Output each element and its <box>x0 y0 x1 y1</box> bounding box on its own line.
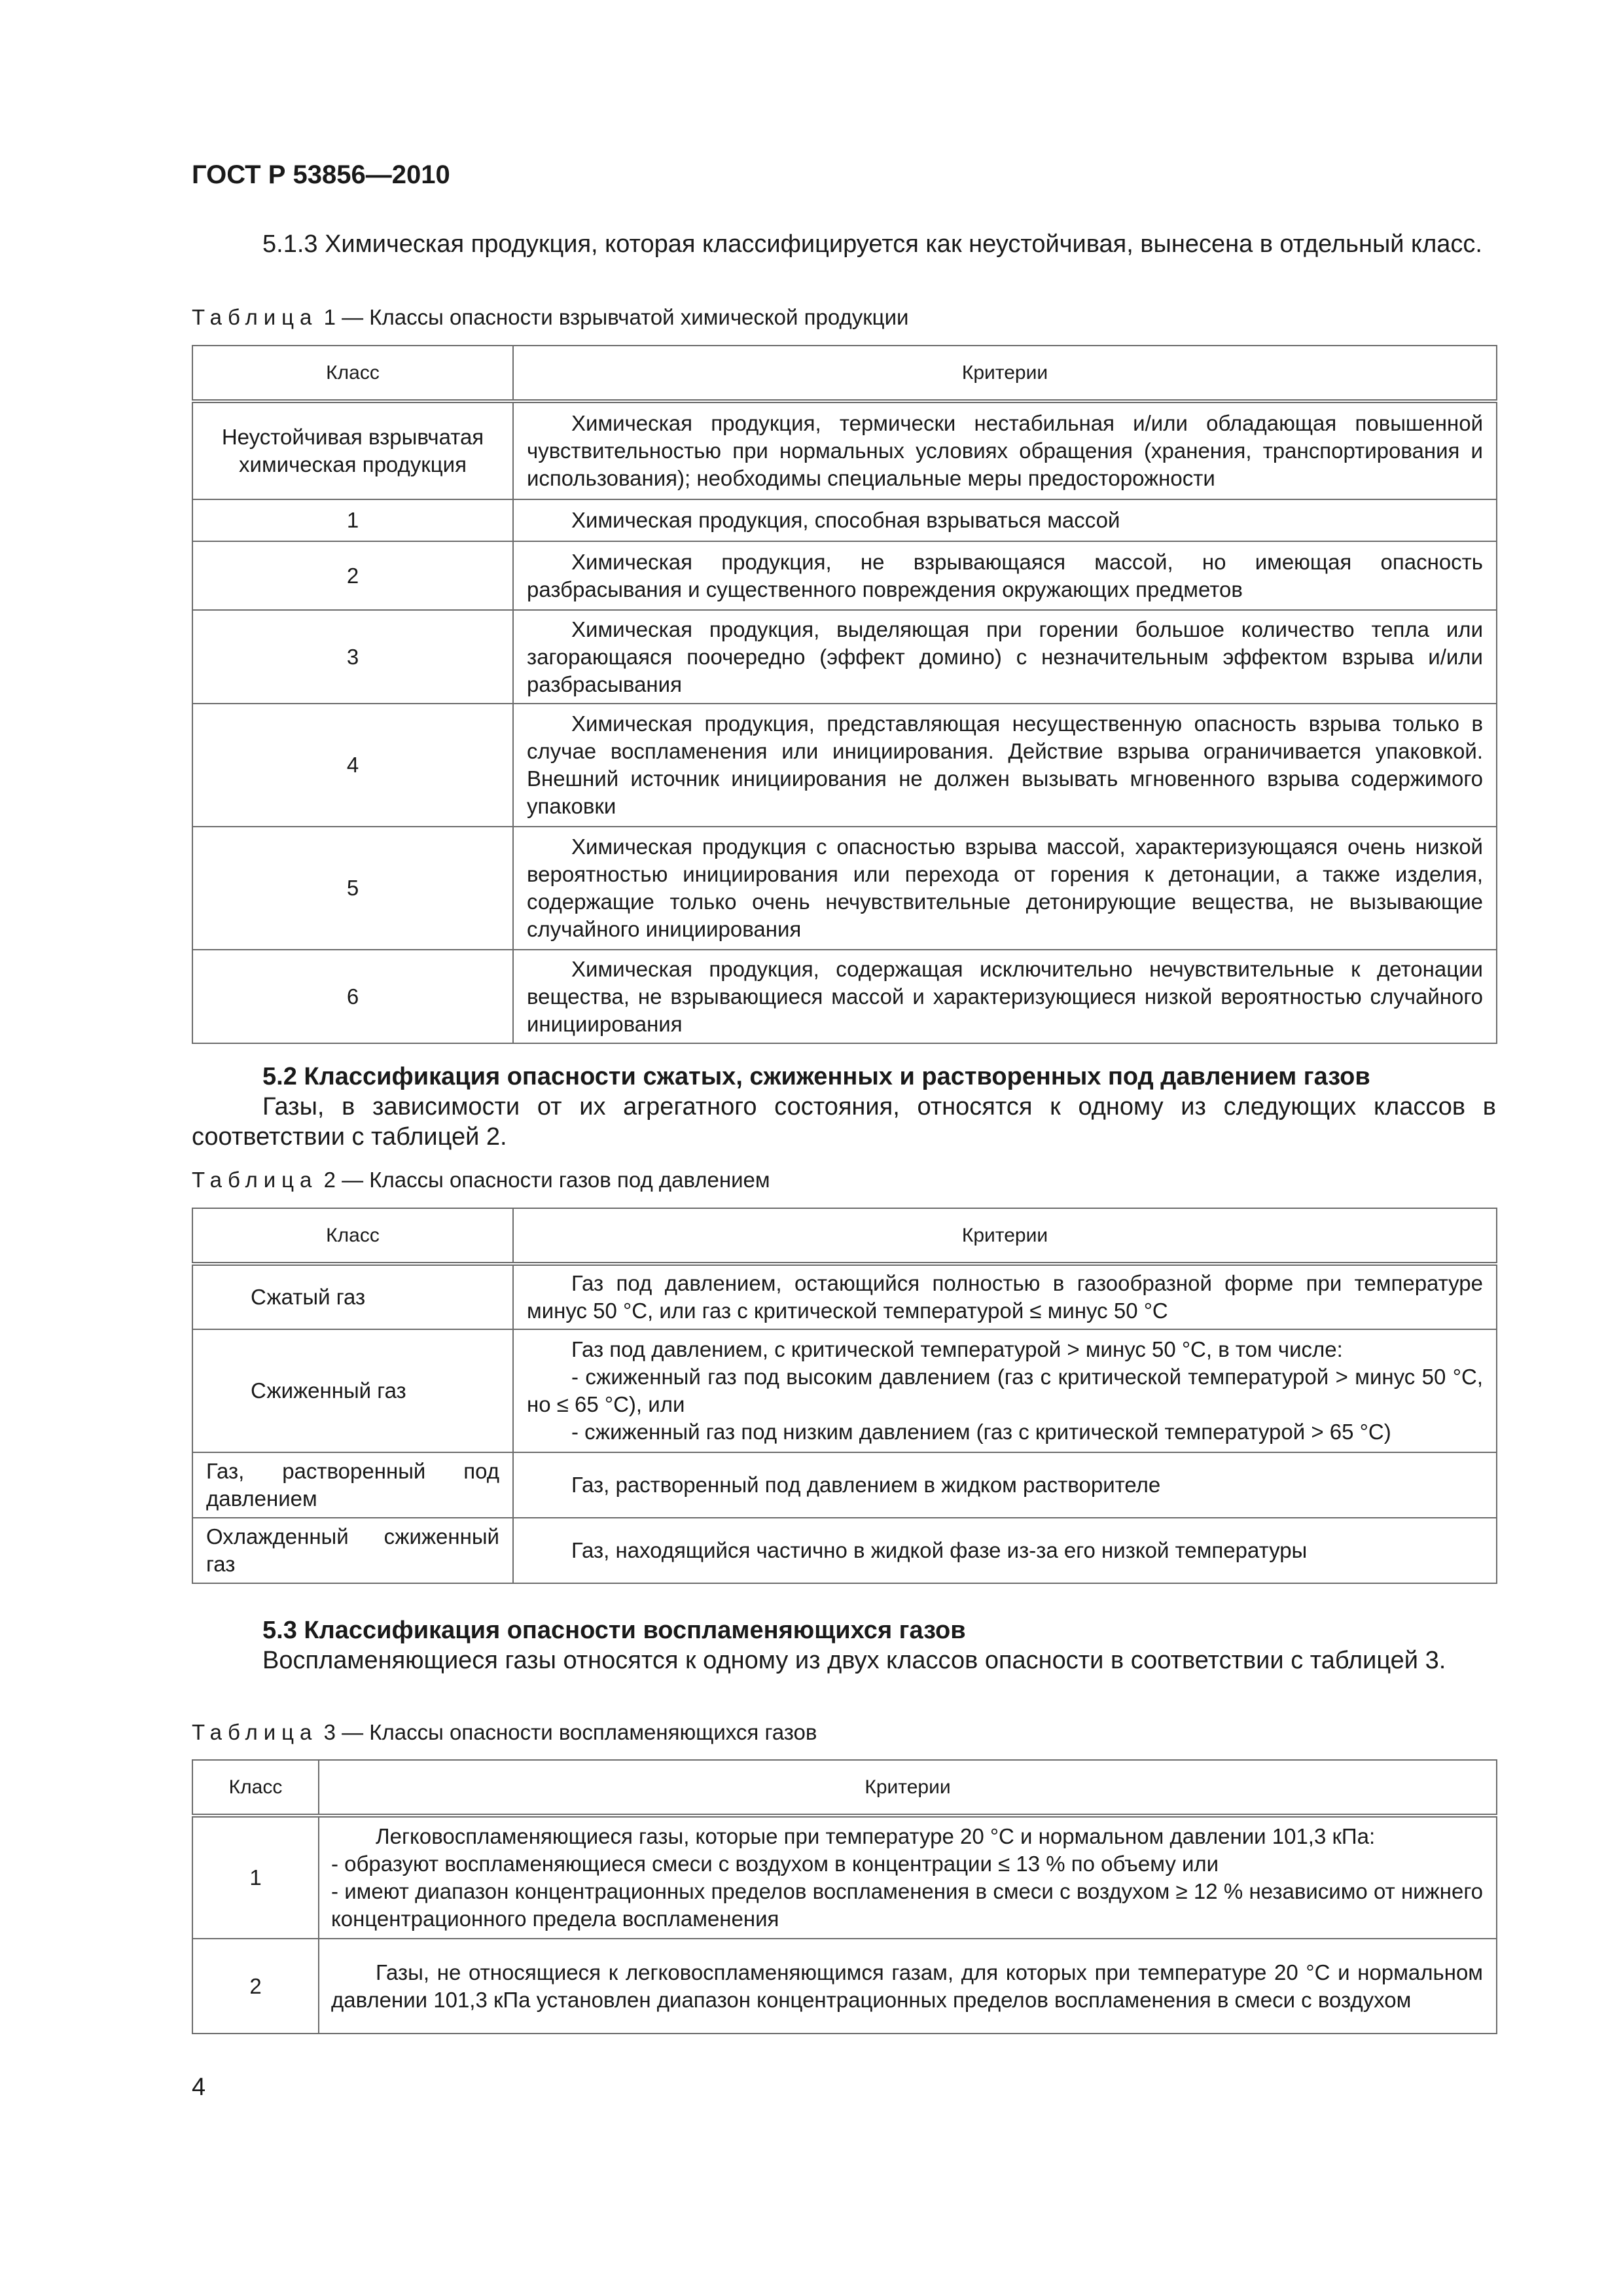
table-row <box>192 499 1497 541</box>
table3-caption <box>192 1719 817 1746</box>
table2-cell-class: Сжатый газ <box>192 1264 513 1329</box>
table-row <box>192 704 1497 827</box>
section-5-2-paragraph: Газы, в зависимости от их агрегатного состояния, относятся к одному из следующих классов в соответствии с таблицей 2. <box>192 1093 1496 1151</box>
table2 <box>192 1208 1497 1584</box>
table-row <box>192 950 1497 1043</box>
table1-header-row <box>192 346 1497 401</box>
table-row <box>192 610 1497 704</box>
table1-caption <box>192 304 908 331</box>
table3-cell-class: 2 <box>192 1939 319 2034</box>
table2-cell-criteria: Газ, растворенный под давлением в жидком растворителе <box>513 1452 1497 1518</box>
table-row <box>192 1264 1497 1329</box>
table1-cell-class: 2 <box>192 541 513 610</box>
table2-cell-criteria: Газ под давлением, с критической температурой > минус 50 °С, в том числе: - сжиженный газ под высоким давлением (газ с критической температурой > минус 50 °С, но ≤ 65 °С), или - сжиженный газ под низким давлением (газ с критической температурой > 65 °С) <box>513 1329 1497 1452</box>
table3-header-row <box>192 1760 1497 1816</box>
table-row <box>192 1816 1497 1939</box>
table2-cell-class: Сжиженный газ <box>192 1329 513 1452</box>
table2-caption-label: Таблица <box>192 1168 318 1192</box>
section-5-2 <box>192 1062 1496 1152</box>
table1-cell-class: 4 <box>192 704 513 827</box>
table3 <box>192 1759 1497 2034</box>
table1-cell-criteria: Химическая продукция, термически нестабильная и/или обладающая повышенной чувствительностью при нормальных условиях обращения (хранения, транспортирования и использования); необходимы специальные меры предосторожности <box>513 401 1497 499</box>
table1-cell-class: 6 <box>192 950 513 1043</box>
table-row <box>192 1329 1497 1452</box>
table-row <box>192 827 1497 950</box>
page-number: 4 <box>192 2073 206 2101</box>
section-5-3-heading: 5.3 Классификация опасности воспламеняющихся газов <box>262 1617 966 1644</box>
table2-caption <box>192 1167 770 1193</box>
table2-col-class: Класс <box>192 1208 513 1264</box>
table1-cell-criteria: Химическая продукция, представляющая несущественную опасность взрыва только в случае воспламенения или инициирования. Действие взрыва ограничивается упаковкой. Внешний источник инициирования не должен вызывать мгновенного взрыва содержимого упаковки <box>513 704 1497 827</box>
table3-cell-criteria: Легковоспламеняющиеся газы, которые при температуре 20 °С и нормальном давлении 101,3 кПа: - образуют воспламеняющиеся смеси с воздухом в концентрации ≤ 13 % по объему или - имеют диапазон концентрационных пределов воспламенения в смеси с воздухом ≥ 12 % независимо от нижнего концентрационного предела воспламенения <box>319 1816 1497 1939</box>
table1-cell-criteria: Химическая продукция, способная взрываться массой <box>513 499 1497 541</box>
table2-cell-class: Охлажденный сжиженный газ <box>192 1518 513 1583</box>
table1-cell-class: 1 <box>192 499 513 541</box>
table1-cell-criteria: Химическая продукция с опасностью взрыва массой, характеризующаяся очень низкой вероятностью инициирования или перехода от горения к детонации, а также изделия, содержащие только очень нечувствительные детонирующие вещества, не вызывающие случайного инициирования <box>513 827 1497 950</box>
table2-col-criteria: Критерии <box>513 1208 1497 1264</box>
table1-cell-class: 3 <box>192 610 513 704</box>
table2-caption-text: 2 — Классы опасности газов под давлением <box>323 1168 770 1192</box>
table1-caption-text: 1 — Классы опасности взрывчатой химической продукции <box>323 305 909 329</box>
table1-cell-criteria: Химическая продукция, содержащая исключительно нечувствительные к детонации вещества, не взрывающиеся массой и характеризующиеся низкой вероятностью случайного инициирования <box>513 950 1497 1043</box>
table2-header-row <box>192 1208 1497 1264</box>
table1 <box>192 345 1497 1044</box>
section-5-3 <box>192 1615 1496 1676</box>
table-row <box>192 541 1497 610</box>
table1-cell-criteria: Химическая продукция, выделяющая при горении большое количество тепла или загорающаяся поочередно (эффект домино) с незначительным эффектом взрыва и/или разбрасывания <box>513 610 1497 704</box>
table1-cell-class: 5 <box>192 827 513 950</box>
table1-cell-class: Неустойчивая взрывчатая химическая продукция <box>192 401 513 499</box>
table-row <box>192 401 1497 499</box>
section-5-3-paragraph: Воспламеняющиеся газы относятся к одному из двух классов опасности в соответствии с таблицей 3. <box>262 1647 1446 1674</box>
table1-col-criteria: Критерии <box>513 346 1497 401</box>
table1-cell-criteria: Химическая продукция, не взрывающаяся массой, но имеющая опасность разбрасывания и существенного повреждения окружающих предметов <box>513 541 1497 610</box>
table-row <box>192 1452 1497 1518</box>
table3-caption-label: Таблица <box>192 1720 318 1744</box>
section-5-2-heading: 5.2 Классификация опасности сжатых, сжиженных и растворенных под давлением газов <box>262 1063 1370 1090</box>
table2-cell-criteria: Газ, находящийся частично в жидкой фазе из-за его низкой температуры <box>513 1518 1497 1583</box>
table-row <box>192 1939 1497 2034</box>
table1-caption-label: Таблица <box>192 305 318 329</box>
table-row <box>192 1518 1497 1583</box>
paragraph-5-1-3: 5.1.3 Химическая продукция, которая классифицируется как неустойчивая, вынесена в отдельный класс. <box>262 230 1482 258</box>
table3-cell-criteria: Газы, не относящиеся к легковоспламеняющимся газам, для которых при температуре 20 °С и нормальном давлении 101,3 кПа установлен диапазон концентрационных пределов воспламенения в смеси с воздухом <box>319 1939 1497 2034</box>
document-header: ГОСТ Р 53856—2010 <box>192 160 450 189</box>
table3-cell-class: 1 <box>192 1816 319 1939</box>
table3-caption-text: 3 — Классы опасности воспламеняющихся газов <box>323 1720 817 1744</box>
table2-cell-class: Газ, растворенный под давлением <box>192 1452 513 1518</box>
table3-col-class: Класс <box>192 1760 319 1816</box>
table3-col-criteria: Критерии <box>319 1760 1497 1816</box>
table2-cell-criteria: Газ под давлением, остающийся полностью в газообразной форме при температуре минус 50 °С, или газ с критической температурой ≤ минус 50 °С <box>513 1264 1497 1329</box>
table1-col-class: Класс <box>192 346 513 401</box>
